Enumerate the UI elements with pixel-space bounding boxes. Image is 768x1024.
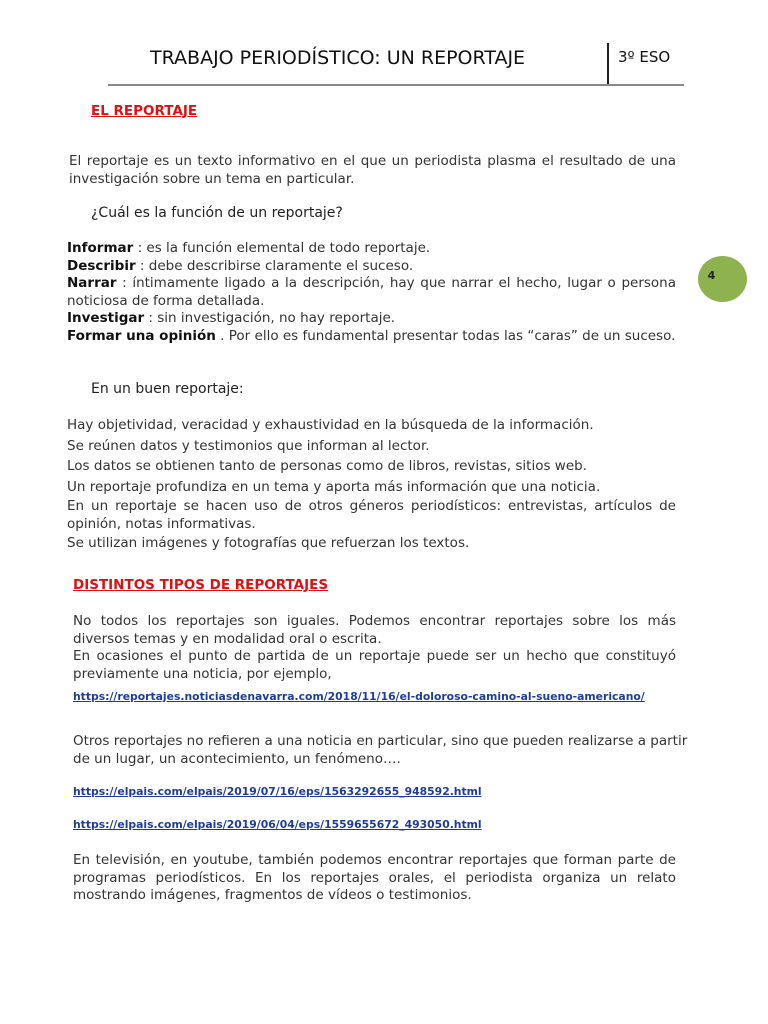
list-item: Se reúnen datos y testimonios que informan al lector. <box>67 437 430 454</box>
section-heading-reportaje: EL REPORTAJE <box>91 103 198 119</box>
function-item <box>67 240 676 258</box>
function-term: Narrar <box>67 275 117 291</box>
types-paragraph-1: No todos los reportajes son iguales. Podemos encontrar reportajes sobre los más diversos temas y en modalidad oral o escrita. <box>73 613 676 647</box>
section-heading-tipos: DISTINTOS TIPOS DE REPORTAJES <box>73 577 329 593</box>
function-term: Investigar <box>67 310 145 326</box>
types-paragraph-4: En televisión, en youtube, también podemos encontrar reportajes que forman parte de programas periodísticos. En los reportajes orales, el periodista organiza un relato mostrando imágenes, fragmentos de vídeos o testimonios. <box>73 852 676 903</box>
list-item: En un reportaje se hacen uso de otros géneros periodísticos: entrevistas, artículos de opinión, notas informativas. <box>67 498 676 532</box>
list-item: Los datos se obtienen tanto de personas como de libros, revistas, sitios web. <box>67 458 587 474</box>
link-elpais-1[interactable]: https://elpais.com/elpais/2019/07/16/eps/1563292655_948592.html <box>73 785 482 798</box>
function-term: Formar una opinión <box>67 327 216 344</box>
page-number: 4 <box>707 268 716 282</box>
good-report-heading: En un buen reportaje: <box>91 381 244 397</box>
header-rule <box>108 84 684 86</box>
function-text: : íntimamente ligado a la descripción, hay que narrar el hecho, lugar o persona noticiosa de forma detallada. <box>67 275 676 309</box>
function-term: Informar <box>67 240 134 256</box>
good-report-list <box>67 417 676 553</box>
function-text: : sin investigación, no hay reportaje. <box>144 310 396 326</box>
link-noticiasdenavarra[interactable]: https://reportajes.noticiasdenavarra.com/2018/11/16/el-doloroso-camino-al-sueno-americano/ <box>73 690 645 703</box>
function-term: Describir <box>67 257 136 274</box>
function-item <box>67 275 676 310</box>
list-item: Hay objetividad, veracidad y exhaustividad en la búsqueda de la información. <box>67 417 594 433</box>
page-number-badge <box>698 256 747 302</box>
types-paragraph-2: En ocasiones el punto de partida de un reportaje puede ser un hecho que constituyó previamente una noticia, por ejemplo, <box>73 648 676 682</box>
functions-list <box>67 240 676 345</box>
link-elpais-2[interactable]: https://elpais.com/elpais/2019/06/04/eps/1559655672_493050.html <box>73 818 482 831</box>
course-label: 3º ESO <box>618 48 671 66</box>
types-paragraph-3: Otros reportajes no refieren a una noticia en particular, sino que pueden realizarse a partir de un lugar, un acontecimiento, un fenómeno…. <box>73 733 688 767</box>
document-title: TRABAJO PERIODÍSTICO: UN REPORTAJE <box>150 47 526 69</box>
list-item: Un reportaje profundiza en un tema y aporta más información que una noticia. <box>67 478 601 495</box>
function-question: ¿Cuál es la función de un reportaje? <box>91 205 343 221</box>
function-item <box>67 258 676 276</box>
function-text: . Por ello es fundamental presentar todas las “caras” de un suceso. <box>215 327 676 344</box>
header-divider <box>607 43 609 85</box>
list-item: Se utilizan imágenes y fotografías que refuerzan los textos. <box>67 535 470 551</box>
intro-paragraph: El reportaje es un texto informativo en el que un periodista plasma el resultado de una investigación sobre un tema en particular. <box>69 153 676 187</box>
function-item <box>67 310 676 328</box>
function-item <box>67 328 676 346</box>
function-text: : debe describirse claramente el suceso. <box>135 257 414 274</box>
function-text: : es la función elemental de todo reportaje. <box>133 240 431 256</box>
